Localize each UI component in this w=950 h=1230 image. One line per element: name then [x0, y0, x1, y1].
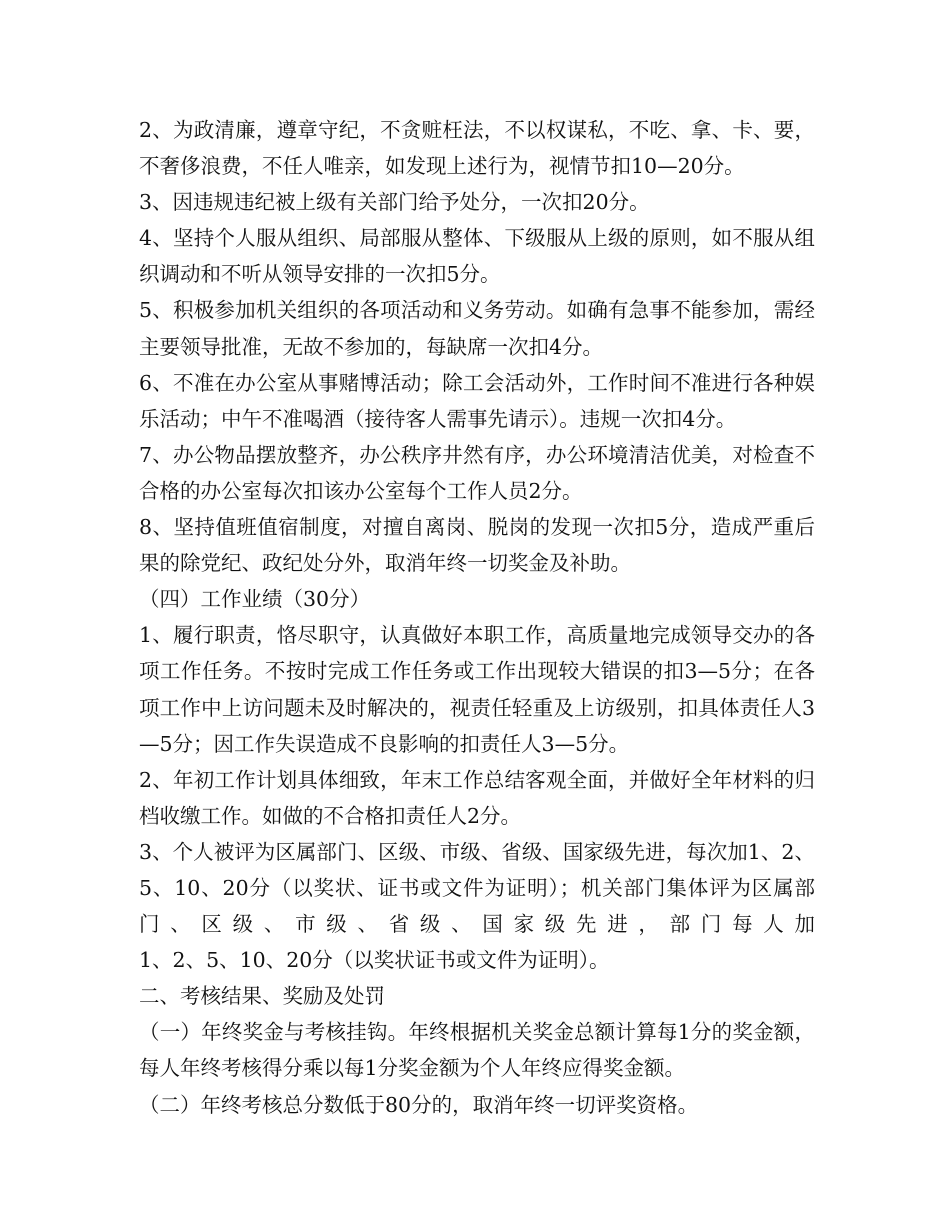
paragraph-bonus-linkage: （一）年终奖金与考核挂钩。年终根据机关奖金总额计算每1分的奖金额，每人年终考核得分乘以每1分奖金额为个人年终应得奖金额。 [139, 1020, 815, 1081]
paragraph-item-5: 5、积极参加机关组织的各项活动和义务劳动。如确有急事不能参加，需经主要领导批准，无故不参加的，每缺席一次扣4分。 [139, 298, 815, 359]
paragraph-performance-3-cont: 1、2、5、10、20分（以奖状证书或文件为证明）。 [139, 948, 610, 973]
paragraph-item-2: 2、为政清廉，遵章守纪，不贪赃枉法，不以权谋私，不吃、拿、卡、要，不奢侈浪费，不任人唯亲，如发现上述行为，视情节扣10—20分。 [139, 118, 815, 179]
paragraph-item-8: 8、坚持值班值宿制度，对擅自离岗、脱岗的发现一次扣5分，造成严重后果的除党纪、政纪处分外，取消年终一切奖金及补助。 [139, 515, 815, 576]
section-heading-work-performance: （四）工作业绩（30分） [139, 587, 371, 612]
paragraph-item-6: 6、不准在办公室从事赌博活动；除工会活动外，工作时间不准进行各种娱乐活动；中午不准喝酒（接待客人需事先请示）。违规一次扣4分。 [139, 370, 815, 431]
paragraph-item-3: 3、因违规违纪被上级有关部门给予处分，一次扣20分。 [139, 190, 650, 215]
document-body [139, 112, 815, 1123]
paragraph-performance-1: 1、履行职责，恪尽职守，认真做好本职工作，高质量地完成领导交办的各项工作任务。不按时完成工作任务或工作出现较大错误的扣3—5分；在各项工作中上访问题未及时解决的，视责任轻重及上访级别，扣具体责任人3—5分；因工作失误造成不良影响的扣责任人3—5分。 [139, 623, 815, 756]
paragraph-item-7: 7、办公物品摆放整齐，办公秩序井然有序，办公环境清洁优美，对检查不合格的办公室每次扣该办公室每个工作人员2分。 [139, 442, 815, 503]
paragraph-performance-3: 3、个人被评为区属部门、区级、市级、省级、国家级先进，每次加1、2、5、10、20分（以奖状、证书或文件为证明）；机关部门集体评为区属部门、区级、市级、省级、国家级先进，部门每人加 [139, 839, 815, 937]
section-heading-results: 二、考核结果、奖励及处罚 [139, 984, 385, 1009]
paragraph-score-threshold: （二）年终考核总分数低于80分的，取消年终一切评奖资格。 [139, 1092, 699, 1117]
paragraph-item-4: 4、坚持个人服从组织、局部服从整体、下级服从上级的原则，如不服从组织调动和不听从领导安排的一次扣5分。 [139, 226, 815, 287]
paragraph-performance-2: 2、年初工作计划具体细致，年末工作总结客观全面，并做好全年材料的归档收缴工作。如做的不合格扣责任人2分。 [139, 767, 815, 828]
